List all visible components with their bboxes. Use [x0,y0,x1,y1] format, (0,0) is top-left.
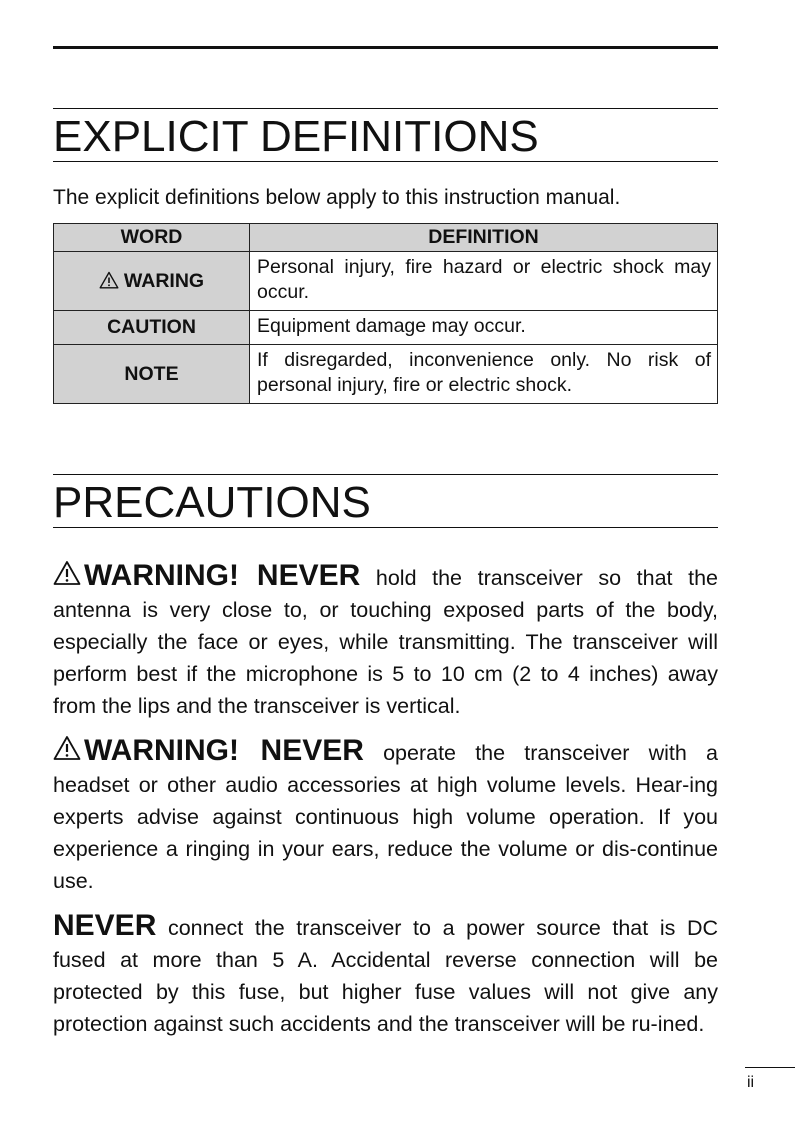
table-row [54,345,718,404]
precaution-text: connect the transceiver to a power source that is DC fused at more than 5 A. Accidental reverse connection will be protected by this fuse, but higher fuse values will not give any protection against such accidents and the transceiver will be ru-ined. [53,916,718,1036]
warning-triangle-icon [53,560,81,586]
table-header-row [54,224,718,252]
word-label: WARING [123,269,205,292]
precaution-paragraph-1 [53,560,718,722]
precaution-lead: NEVER [53,909,157,942]
page-number-rule [745,1067,795,1068]
page-number: ii [747,1074,755,1091]
warning-triangle-icon [53,735,81,761]
definition-cell: Personal injury, fire hazard or electric shock may occur. [250,252,718,311]
word-column-header: WORD [54,224,250,252]
precautions-title: PRECAUTIONS [53,478,371,527]
precaution-text: hold the transceiver so that the antenna is very close to, or touching exposed parts of the body, especially the face or eyes, while transmitting. The transceiver will perform best if the microphone is 5 to 10 cm (2 to 4 inches) away from the lips and the transceiver is vertical. [53,566,718,718]
warning-triangle-icon [99,271,119,289]
precaution-paragraph-2 [53,735,718,897]
table-row [54,311,718,345]
precautions-top-rule [53,474,718,475]
precaution-lead: WARNING! NEVER [53,559,360,592]
definitions-bottom-rule [53,161,718,162]
definition-column-header: DEFINITION [250,224,718,252]
definition-cell: Equipment damage may occur. [250,311,718,345]
definitions-title: EXPLICIT DEFINITIONS [53,112,539,161]
word-cell-caution: CAUTION [54,311,250,345]
precautions-bottom-rule [53,527,718,528]
precaution-lead: WARNING! NEVER [53,734,364,767]
word-cell-note: NOTE [54,345,250,404]
definitions-table [53,223,718,404]
precaution-paragraph-3 [53,910,718,1040]
word-cell-waring [54,252,250,311]
definitions-intro: The explicit definitions below apply to this instruction manual. [53,186,621,209]
definition-cell: If disregarded, inconvenience only. No risk of personal injury, fire or electric shock. [250,345,718,404]
definitions-top-rule [53,108,718,109]
table-row [54,252,718,311]
header-rule [53,46,718,49]
precaution-text: operate the transceiver with a headset or other audio accessories at high volume levels. Hear-ing experts advise against continuous high volume operation. If you experience a ringing in your ears, reduce the volume or dis-continue use. [53,741,719,893]
